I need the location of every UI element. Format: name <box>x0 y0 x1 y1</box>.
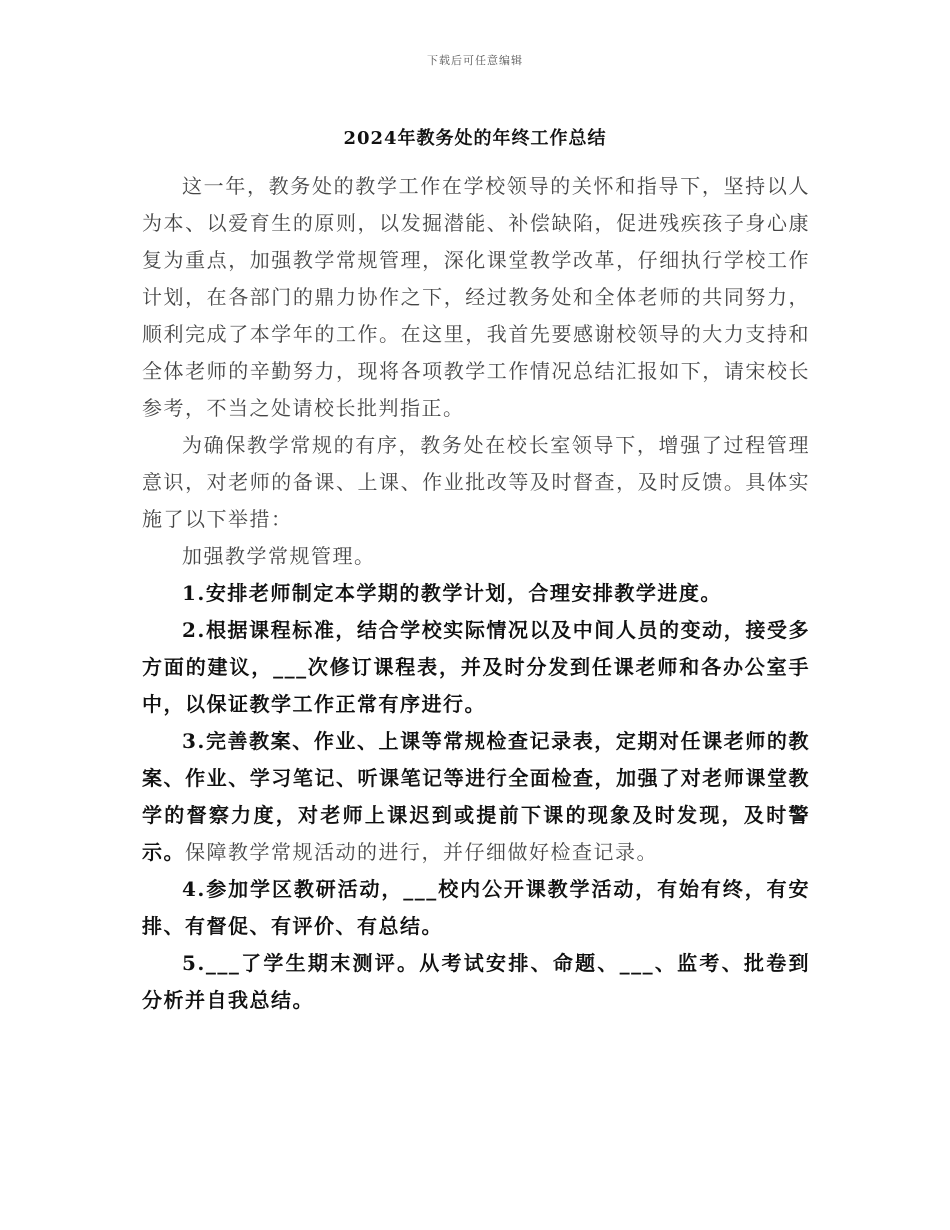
list-item-3-bold-text: 3.完善教案、作业、上课等常规检查记录表，定期对任课老师的教案、作业、学习笔记、听课笔记等进行全面检查，加强了对老师课堂教学的督察力度，对老师上课迟到或提前下课的现象及时发现，及时警示。 <box>142 729 810 864</box>
list-item-3-plain-text: 保障教学常规活动的进行，并仔细做好检查记录。 <box>185 840 658 864</box>
list-item-2: 2.根据课程标准，结合学校实际情况以及中间人员的变动，接受多方面的建议，___次修订课程表，并及时分发到任课老师和各办公室手中，以保证教学工作正常有序进行。 <box>142 618 810 716</box>
header-note: 下载后可任意编辑 <box>427 54 523 67</box>
paragraph-routine: 为确保教学常规的有序，教务处在校长室领导下，增强了过程管理意识，对老师的备课、上课、作业批改等及时督查，及时反馈。具体实施了以下举措： <box>142 433 810 531</box>
document-title: 2024年教务处的年终工作总结 <box>343 128 607 149</box>
list-item-4: 4.参加学区教研活动，___校内公开课教学活动，有始有终，有安排、有督促、有评价、有总结。 <box>142 877 810 938</box>
document-body <box>142 168 810 1019</box>
paragraph-intro: 这一年，教务处的教学工作在学校领导的关怀和指导下，坚持以人为本、以爱育生的原则，以发掘潜能、补偿缺陷，促进残疾孩子身心康复为重点，加强教学常规管理，深化课堂教学改革，仔细执行学校工作计划，在各部门的鼎力协作之下，经过教务处和全体老师的共同努力，顺利完成了本学年的工作。在这里，我首先要感谢校领导的大力支持和全体老师的辛勤努力，现将各项教学工作情况总结汇报如下，请宋校长参考，不当之处请校长批判指正。 <box>142 174 810 420</box>
section-heading: 加强教学常规管理。 <box>182 544 376 568</box>
list-item-5: 5.___了学生期末测评。从考试安排、命题、___、监考、批卷到分析并自我总结。 <box>142 951 810 1012</box>
list-item-3 <box>142 723 810 871</box>
list-item-1: 1.安排老师制定本学期的教学计划，合理安排教学进度。 <box>182 581 722 605</box>
